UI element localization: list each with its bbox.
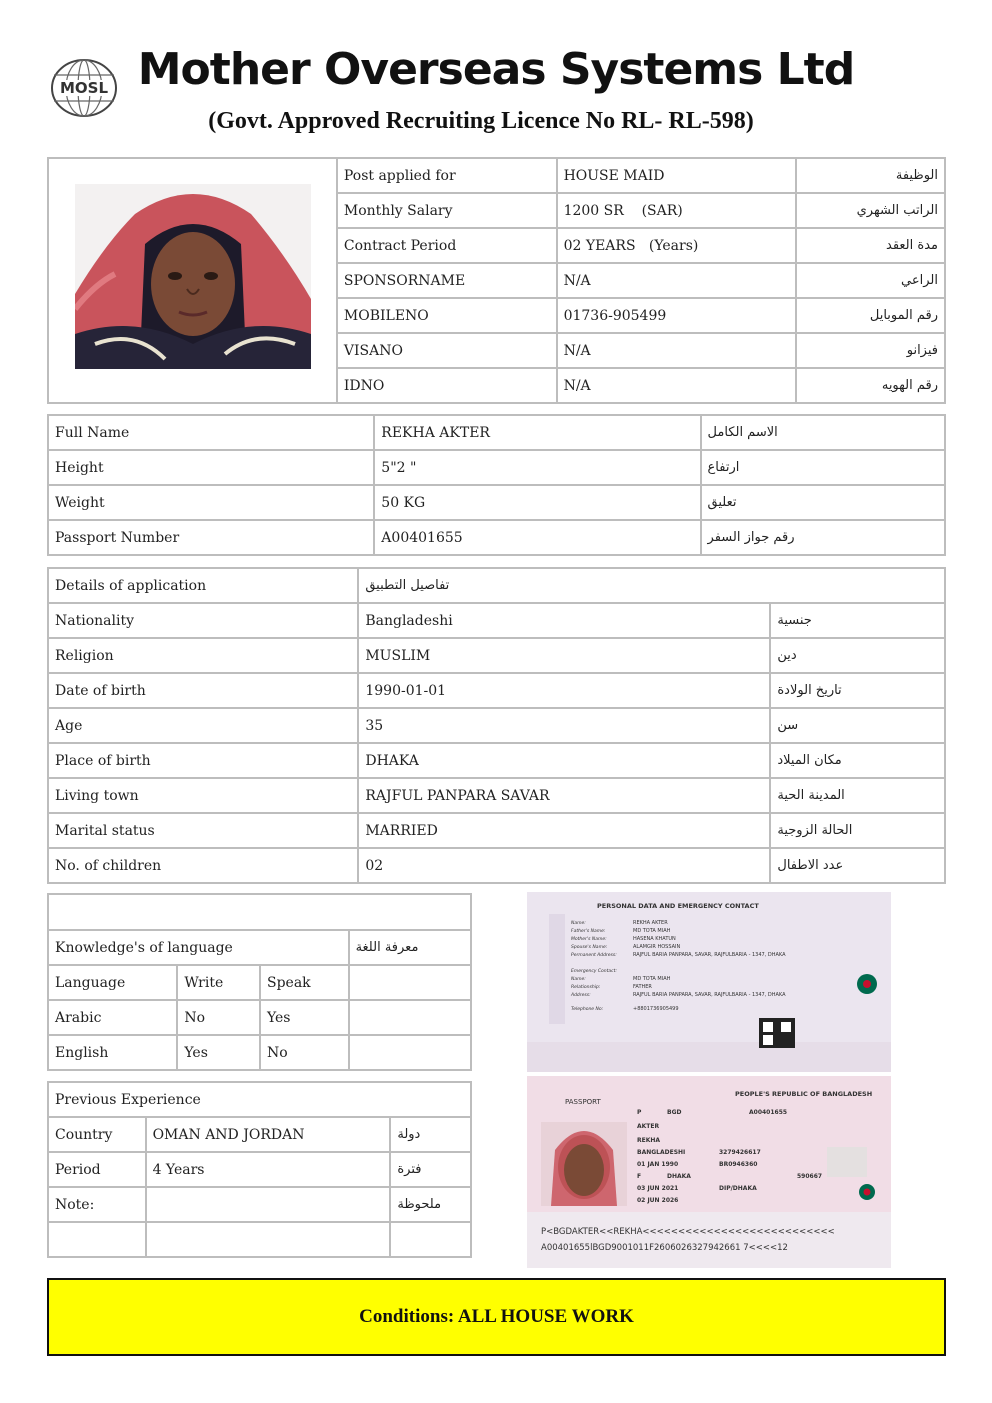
birthplace-label-ar: مكان الميلاد — [770, 743, 945, 778]
nationality-label: Nationality — [48, 603, 358, 638]
fullname-label: Full Name — [48, 415, 374, 450]
passport-field-value: MD TOTA MIAH — [633, 976, 671, 982]
passport-field-value: 03 JUN 2021 — [637, 1185, 679, 1192]
note-label: Note: — [48, 1187, 146, 1222]
passport-type: PASSPORT — [565, 1098, 601, 1106]
period-label-ar: فترة — [390, 1152, 471, 1187]
passport-field-label: Father's Name: — [571, 929, 606, 934]
language-empty-cell — [349, 965, 471, 1000]
language-speak: No — [260, 1035, 349, 1070]
passport-value: A00401655 — [374, 520, 700, 555]
height-label: Height — [48, 450, 374, 485]
passport-field-value: BR0946360 — [719, 1161, 758, 1168]
licence-subtitle: (Govt. Approved Recruiting Licence No RL- RL-598) — [208, 108, 754, 134]
experience-empty-cell — [48, 1222, 146, 1257]
language-heading-ar: معرفة اللغة — [349, 930, 471, 965]
marital-label: Marital status — [48, 813, 358, 848]
sponsor-label-ar: الراعي — [796, 263, 945, 298]
visa-label-ar: فيزانو — [796, 333, 945, 368]
passport-field-value: F — [637, 1173, 642, 1180]
mobile-label: MOBILENO — [337, 298, 557, 333]
passport-field-value: BANGLADESHI — [637, 1149, 686, 1156]
passport-field-value: DHAKA — [667, 1173, 691, 1180]
mobile-value: 01736-905499 — [557, 298, 797, 333]
passport-field-value: HASENA KHATUN — [633, 936, 676, 942]
passport-field-value: ALAMGIR HOSSAIN — [633, 944, 681, 950]
passport-field-value: RAJFUL BARIA PANPARA, SAVAR, RAJFULBARIA - 1347, DHAKA — [633, 992, 786, 998]
dob-value: 1990-01-01 — [358, 673, 770, 708]
experience-empty-cell — [146, 1222, 391, 1257]
marital-label-ar: الحالة الزوجية — [770, 813, 945, 848]
nationality-label-ar: جنسية — [770, 603, 945, 638]
age-label: Age — [48, 708, 358, 743]
note-value — [146, 1187, 391, 1222]
passport-field-value: FATHER — [633, 984, 652, 990]
mrz-line-2: A00401655lBGD9001011F2606026327942661 7<<<<12 — [541, 1243, 788, 1253]
salary-label-ar: الراتب الشهري — [796, 193, 945, 228]
sponsor-value: N/A — [557, 263, 797, 298]
passport-field-value: 590667 — [797, 1173, 823, 1180]
language-empty-cell — [349, 1035, 471, 1070]
dob-label-ar: تاريخ الولادة — [770, 673, 945, 708]
passport-field-label: Permanent Address: — [571, 953, 617, 958]
passport-field-label: Telephone No: — [571, 1007, 604, 1012]
passport-field-value: 01 JAN 1990 — [637, 1161, 679, 1168]
fullname-value: REKHA AKTER — [374, 415, 700, 450]
language-speak: Yes — [260, 1000, 349, 1035]
visa-label: VISANO — [337, 333, 557, 368]
visa-value: N/A — [557, 333, 797, 368]
children-label: No. of children — [48, 848, 358, 883]
write-col-header: Write — [177, 965, 260, 1000]
passport-field-value: AKTER — [637, 1123, 660, 1130]
passport-field-value: MD TOTA MIAH — [633, 928, 671, 934]
passport-field-value: DIP/DHAKA — [719, 1185, 757, 1192]
passport-field-value: REKHA AKTER — [633, 920, 668, 926]
weight-value: 50 KG — [374, 485, 700, 520]
personal-table — [47, 414, 946, 556]
company-title: Mother Overseas Systems Ltd — [137, 44, 855, 95]
language-empty-cell — [349, 1000, 471, 1035]
language-table — [47, 893, 472, 1071]
experience-heading: Previous Experience — [48, 1082, 471, 1117]
logo-text: MOSL — [59, 79, 109, 97]
passport-field-label: Relationship: — [571, 985, 601, 990]
applicant-photo — [75, 184, 311, 369]
id-label: IDNO — [337, 368, 557, 403]
age-label-ar: سن — [770, 708, 945, 743]
passport-mrz — [527, 1212, 891, 1268]
details-table — [47, 567, 946, 884]
weight-label-ar: تعليق — [701, 485, 945, 520]
passport-field-value: A00401655 — [749, 1109, 788, 1116]
passport-label: Passport Number — [48, 520, 374, 555]
passport-field-label: Name: — [571, 977, 586, 982]
period-value: 4 Years — [146, 1152, 391, 1187]
height-label-ar: ارتفاع — [701, 450, 945, 485]
details-heading-ar: تفاصيل التطبيق — [358, 568, 945, 603]
id-value: N/A — [557, 368, 797, 403]
birthplace-label: Place of birth — [48, 743, 358, 778]
passport-field-value: RAJFUL BARIA PANPARA, SAVAR, RAJFULBARIA - 1347, DHAKA — [633, 952, 786, 958]
table-row — [48, 1000, 471, 1035]
post-value: HOUSE MAID — [557, 158, 797, 193]
passport-field-value: +8801736905499 — [633, 1006, 679, 1012]
language-name: Arabic — [48, 1000, 177, 1035]
language-col-header: Language — [48, 965, 177, 1000]
contract-label-ar: مدة العقد — [796, 228, 945, 263]
living-town-label-ar: المدينة الحية — [770, 778, 945, 813]
nationality-value: Bangladeshi — [358, 603, 770, 638]
country-label-ar: دولة — [390, 1117, 471, 1152]
weight-label: Weight — [48, 485, 374, 520]
living-town-value: RAJFUL PANPARA SAVAR — [358, 778, 770, 813]
country-label: Country — [48, 1117, 146, 1152]
fullname-label-ar: الاسم الكامل — [701, 415, 945, 450]
passport-field-label: Mother's Name: — [571, 937, 607, 942]
language-name: English — [48, 1035, 177, 1070]
language-blank-row — [48, 894, 471, 930]
passport-field-value: REKHA — [637, 1137, 661, 1144]
children-value: 02 — [358, 848, 770, 883]
country-value: OMAN AND JORDAN — [146, 1117, 391, 1152]
table-row — [48, 1035, 471, 1070]
religion-label: Religion — [48, 638, 358, 673]
living-town-label: Living town — [48, 778, 358, 813]
period-label: Period — [48, 1152, 146, 1187]
experience-empty-cell — [390, 1222, 471, 1257]
height-value: 5"2 " — [374, 450, 700, 485]
language-write: No — [177, 1000, 260, 1035]
sponsor-label: SPONSORNAME — [337, 263, 557, 298]
passport-field-label: Name: — [571, 921, 586, 926]
dob-label: Date of birth — [48, 673, 358, 708]
passport-field-label: Address: — [571, 993, 591, 998]
birthplace-value: DHAKA — [358, 743, 770, 778]
religion-value: MUSLIM — [358, 638, 770, 673]
note-label-ar: ملحوظة — [390, 1187, 471, 1222]
passport-scan — [527, 892, 891, 1268]
children-label-ar: عدد الاطفال — [770, 848, 945, 883]
passport-field-value: BGD — [667, 1109, 682, 1116]
post-label: Post applied for — [337, 158, 557, 193]
contract-value: 02 YEARS (Years) — [557, 228, 797, 263]
passport-country: PEOPLE'S REPUBLIC OF BANGLADESH — [735, 1090, 873, 1098]
contract-label: Contract Period — [337, 228, 557, 263]
conditions-banner: Conditions: ALL HOUSE WORK — [47, 1278, 946, 1356]
language-heading: Knowledge's of language — [48, 930, 349, 965]
passport-field-value: 02 JUN 2026 — [637, 1197, 679, 1204]
mobile-label-ar: رقم الموبايل — [796, 298, 945, 333]
passport-field-value: 3279426617 — [719, 1149, 761, 1156]
age-value: 35 — [358, 708, 770, 743]
details-heading: Details of application — [48, 568, 358, 603]
speak-col-header: Speak — [260, 965, 349, 1000]
religion-label-ar: دين — [770, 638, 945, 673]
salary-value: 1200 SR (SAR) — [557, 193, 797, 228]
language-write: Yes — [177, 1035, 260, 1070]
experience-table — [47, 1081, 472, 1258]
passport-label-ar: رقم جواز السفر — [701, 520, 945, 555]
passport-field-label: Emergency Contact: — [571, 969, 617, 974]
mrz-line-1: P<BGDAKTER<<REKHA<<<<<<<<<<<<<<<<<<<<<<<<<<< — [541, 1227, 835, 1237]
passport-field-label: Spouse's Name: — [571, 945, 608, 950]
passport-field-value: P — [637, 1109, 642, 1116]
salary-label: Monthly Salary — [337, 193, 557, 228]
post-label-ar: الوظيفة — [796, 158, 945, 193]
marital-value: MARRIED — [358, 813, 770, 848]
passport-page1-heading: PERSONAL DATA AND EMERGENCY CONTACT — [597, 902, 759, 910]
id-label-ar: رقم الهويه — [796, 368, 945, 403]
